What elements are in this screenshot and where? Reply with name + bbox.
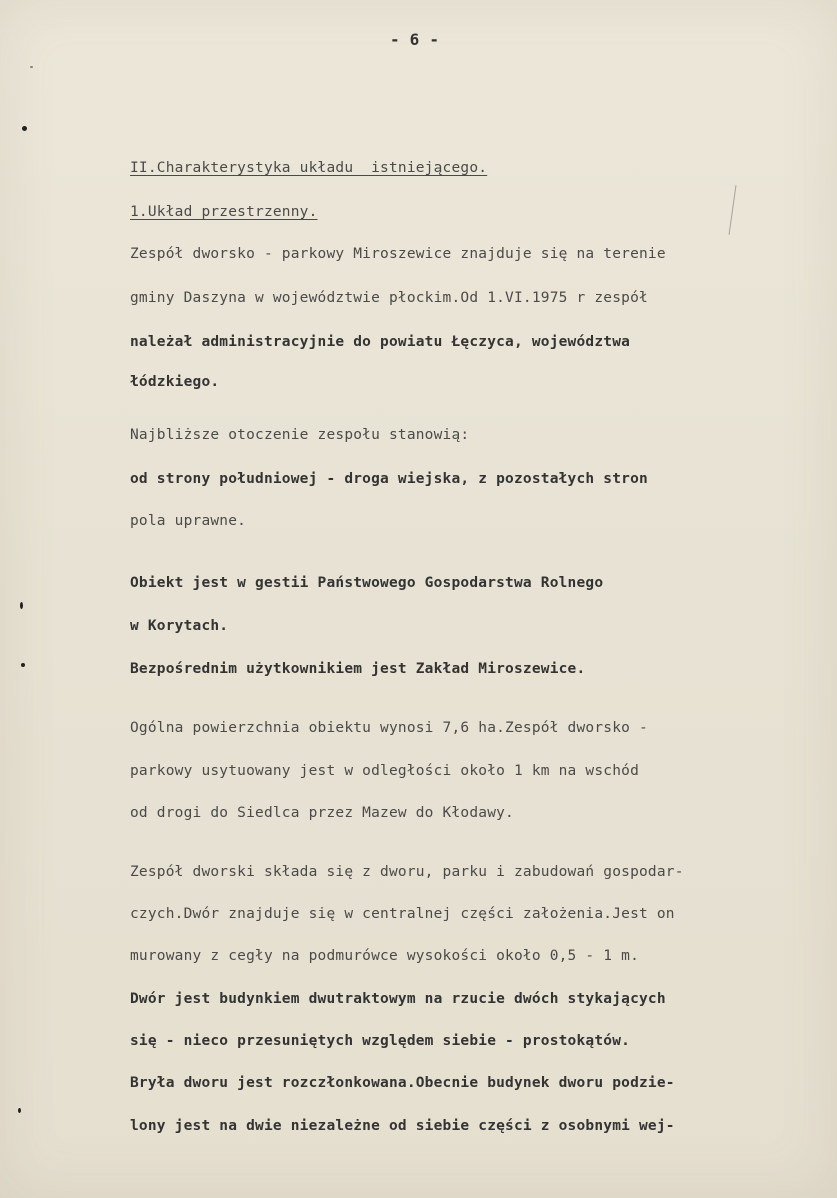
text-line: należał administracyjnie do powiatu Łęczyca, województwa (130, 334, 631, 350)
text-line: Obiekt jest w gestii Państwowego Gospodarstwa Rolnego (130, 575, 604, 591)
margin-dot (18, 1108, 21, 1113)
text-line: w Korytach. (130, 618, 229, 634)
text-line: się - nieco przesuniętych względem siebie - prostokątów. (130, 1033, 631, 1049)
text-line: pola uprawne. (130, 513, 247, 529)
text-line: Zespół dworsko - parkowy Miroszewice znajduje się na terenie (130, 246, 666, 262)
text-line: od drogi do Siedlca przez Mazew do Kłodawy. (130, 805, 514, 821)
text-line: Dwór jest budynkiem dwutraktowym na rzucie dwóch stykających (130, 991, 666, 1007)
text-line: Bezpośrednim użytkownikiem jest Zakład Miroszewice. (130, 661, 586, 677)
text-line: lony jest na dwie niezależne od siebie części z osobnymi wej- (130, 1118, 675, 1134)
text-line: Bryła dworu jest rozczłonkowana.Obecnie budynek dworu podzie- (130, 1075, 675, 1091)
text-line: gminy Daszyna w województwie płockim.Od 1.VI.1975 r zespół (130, 290, 648, 306)
margin-dot (30, 66, 33, 68)
section-heading: II.Charakterystyka układu istniejącego. (130, 160, 488, 176)
text-line: murowany z cegły na podmurówce wysokości około 0,5 - 1 m. (130, 948, 639, 964)
pen-stroke (729, 185, 737, 235)
text-line: łódzkiego. (130, 374, 220, 390)
text-line: czych.Dwór znajduje się w centralnej części założenia.Jest on (130, 906, 675, 922)
text-line: od strony południowej - droga wiejska, z pozostałych stron (130, 471, 648, 487)
margin-dot (22, 126, 27, 131)
text-line: Zespół dworski składa się z dworu, parku i zabudowań gospodar- (130, 864, 684, 880)
margin-dot (21, 663, 25, 667)
text-line: Ogólna powierzchnia obiektu wynosi 7,6 ha.Zespół dworsko - (130, 720, 648, 736)
subsection-heading: 1.Układ przestrzenny. (130, 204, 318, 220)
text-line: Najbliższe otoczenie zespołu stanowią: (130, 427, 470, 443)
page-number: - 6 - (390, 30, 440, 49)
text-line: parkowy usytuowany jest w odległości około 1 km na wschód (130, 763, 639, 779)
margin-dot (20, 602, 23, 609)
